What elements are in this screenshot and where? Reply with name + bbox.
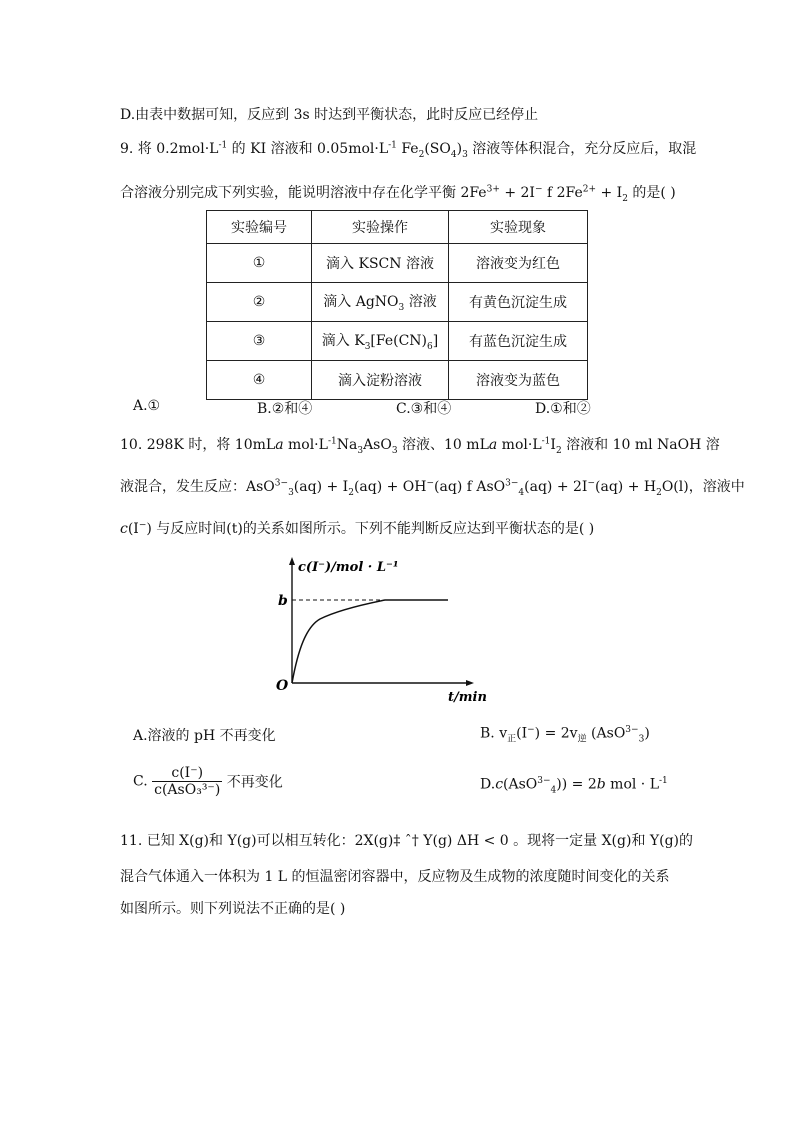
y-axis-arrow [289,557,295,565]
q9-stem-line1: 9. 将 $0.2mol\cdot L^{-1}$ 的 KI 溶液和 $0.05mol\cdot L^{-1}$ $Fe_2(SO_4)_3$ 溶液等体积混合，充分反应后，取混 [120,140,697,160]
table-header: 实验现象 [449,211,588,244]
table-header: 实验操作 [312,211,449,244]
table-cell: 滴入 AgNO$_3$ 溶液 [312,283,449,322]
q9-option-d[interactable]: D.①和② [535,401,591,417]
q8-option-d: D.由表中数据可知，反应到 3s 时达到平衡状态，此时反应已经停止 [120,107,539,123]
table-row [207,322,588,361]
concentration-curve [292,600,448,683]
table-cell: ③ [207,322,312,361]
x-axis-arrow [466,680,474,686]
table-cell: 滴入淀粉溶液 [312,361,449,400]
table-cell: ② [207,283,312,322]
q10-stem-line3: c(I−) 与反应时间(t)的关系如图所示。下列不能判断反应达到平衡状态的是( ) [120,520,595,537]
table-cell: ④ [207,361,312,400]
graph-ylabel: c(I⁻)/mol · L⁻¹ [298,560,399,575]
q10-stem-line1: 10. 298K 时，将 10mLa $mol\cdot L^{-1}Na_3AsO_3$ 溶液、10 mLa $mol\cdot L^{-1}I_2$ 溶液和 10 ml NaOH 溶 [120,436,720,456]
graph-b-label: b [278,593,288,609]
table-row [207,361,588,400]
table-row [207,283,588,322]
q9-option-a[interactable]: A.① [133,398,161,414]
graph-xlabel: t/min [448,690,487,705]
q10-concentration-graph [270,555,500,705]
q10-option-b[interactable]: B. $v_正(I^-) = 2v_逆$ (AsO$^{3-}_3$) [480,725,650,745]
table-cell: 有黄色沉淀生成 [449,283,588,322]
table-cell: 滴入 $K_3[Fe(CN)_6]$ [312,322,449,361]
q9-stem-line2: 合溶液分别完成下列实验，能说明溶液中存在化学平衡 $2Fe^{3+} + 2I^-$ f $2Fe^{2+} + I_2$ 的是( ) [120,184,676,204]
q9-experiment-table [206,210,588,400]
q9-option-c[interactable]: C.③和④ [396,401,452,417]
q11-stem-line1: 11. 已知 X(g)和 Y(g)可以相互转化：2X(g)‡ ˆ† Y(g) ΔH < 0 。现将一定量 X(g)和 Y(g)的 [120,833,694,849]
q10-option-a[interactable]: A.溶液的 pH 不再变化 [133,728,276,744]
q10-stem-line2: 液混合，发生反应：$AsO^{3-}_3(aq) + I_2(aq) + OH^-(aq)$ f $AsO^{3-}_4(aq) + 2I^-(aq) + H_2O(l)$，溶液中 [120,478,745,498]
table-header: 实验编号 [207,211,312,244]
q9-option-b[interactable]: B.②和④ [257,401,313,417]
q10-option-d[interactable]: D.c(AsO$^{3-}_4$)) = 2b mol · $L^{-1}$ [480,776,668,796]
table-cell: 有蓝色沉淀生成 [449,322,588,361]
q10-option-c[interactable]: C. $\frac{c(I^-)}{\text{c(AsO₃³⁻)}}$ 不再变化 [133,765,283,798]
table-row [207,244,588,283]
table-cell: ① [207,244,312,283]
table-cell: 溶液变为蓝色 [449,361,588,400]
q11-stem-line3: 如图所示。则下列说法不正确的是( ) [120,901,346,917]
q11-stem-line2: 混合气体通入一体积为 1 L 的恒温密闭容器中，反应物及生成物的浓度随时间变化的关系 [120,869,670,885]
fraction: $\frac{c(I^-)}{\text{c(AsO₃³⁻)}}$ [154,765,221,798]
table-cell: 滴入 KSCN 溶液 [312,244,449,283]
table-cell: 溶液变为红色 [449,244,588,283]
graph-origin: O [276,678,289,694]
